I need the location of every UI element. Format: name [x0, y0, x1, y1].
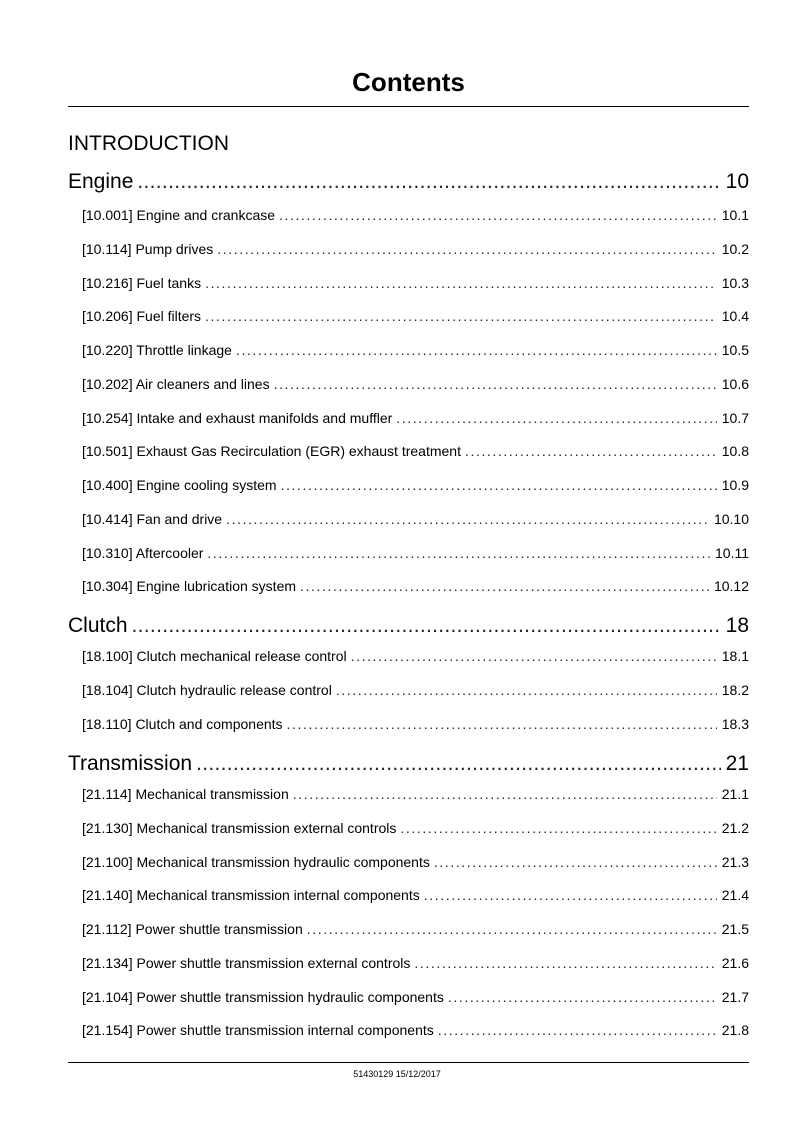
- dot-leader: [226, 511, 709, 527]
- toc-entry[interactable]: [82, 820, 749, 840]
- dot-leader: [400, 820, 716, 836]
- toc-entry-label: [21.100] Mechanical transmission hydraulic components: [82, 854, 430, 870]
- toc-section-page: 21: [725, 752, 749, 775]
- toc-entry-label: [21.112] Power shuttle transmission: [82, 921, 303, 937]
- dot-leader: [438, 1022, 717, 1038]
- footer-rule: [68, 1062, 749, 1063]
- toc-entry[interactable]: [82, 241, 749, 261]
- toc-entry[interactable]: [82, 854, 749, 874]
- toc-entry-page: 18.3: [721, 716, 749, 732]
- toc-entry-page: 21.7: [721, 989, 749, 1005]
- dot-leader: [287, 716, 717, 732]
- toc-entry-page: 10.9: [721, 477, 749, 493]
- toc-entry[interactable]: [82, 786, 749, 806]
- toc-entry[interactable]: [82, 682, 749, 702]
- dot-leader: [336, 682, 717, 698]
- dot-leader: [217, 241, 716, 257]
- toc-entry-page: 10.4: [721, 308, 749, 324]
- dot-leader: [279, 207, 717, 223]
- toc-entry-label: [21.134] Power shuttle transmission external controls: [82, 955, 411, 971]
- toc-entry[interactable]: [82, 545, 749, 565]
- dot-leader: [205, 308, 717, 324]
- toc-section-engine[interactable]: [68, 170, 749, 198]
- toc-entry-page: 10.8: [721, 443, 749, 459]
- toc-entry-label: [10.501] Exhaust Gas Recirculation (EGR) exhaust treatment: [82, 443, 461, 459]
- toc-entry[interactable]: [82, 989, 749, 1009]
- dot-leader: [281, 477, 717, 493]
- toc-entry-page: 10.3: [721, 275, 749, 291]
- footer-text: 51430129 15/12/2017: [353, 1069, 441, 1079]
- toc-entry-page: 18.1: [721, 648, 749, 664]
- toc-entry-page: 10.11: [715, 545, 749, 561]
- toc-entry[interactable]: [82, 511, 749, 531]
- dot-leader: [448, 989, 717, 1005]
- toc-entry[interactable]: [82, 1022, 749, 1042]
- dot-leader: [465, 443, 717, 459]
- toc-entry-label: [18.100] Clutch mechanical release control: [82, 648, 347, 664]
- toc-entry-page: 21.5: [721, 921, 749, 937]
- toc-entry-page: 21.6: [721, 955, 749, 971]
- toc-entry-label: [21.104] Power shuttle transmission hydraulic components: [82, 989, 444, 1005]
- toc-entry-label: [21.140] Mechanical transmission internal components: [82, 887, 420, 903]
- toc-entry-page: 10.5: [721, 342, 749, 358]
- toc-entry-label: [10.216] Fuel tanks: [82, 275, 202, 291]
- toc-entry-label: [10.400] Engine cooling system: [82, 477, 277, 493]
- toc-entry-label: [21.114] Mechanical transmission: [82, 786, 289, 802]
- dot-leader: [274, 376, 717, 392]
- dot-leader: [236, 342, 717, 358]
- toc-entry-page: 10.6: [721, 376, 749, 392]
- toc-entry-label: [21.154] Power shuttle transmission internal components: [82, 1022, 434, 1038]
- toc-entry[interactable]: [82, 275, 749, 295]
- toc-entry-page: 10.7: [721, 410, 749, 426]
- toc-section-page: 18: [725, 614, 749, 637]
- toc-entry-page: 10.12: [713, 578, 749, 594]
- toc-entry[interactable]: [82, 887, 749, 907]
- toc-section-label: Engine: [68, 170, 134, 193]
- toc-entry-label: [10.202] Air cleaners and lines: [82, 376, 270, 392]
- toc-entry[interactable]: [82, 716, 749, 736]
- toc-entry-label: [10.206] Fuel filters: [82, 308, 202, 324]
- toc-entry-label: [10.254] Intake and exhaust manifolds and muffler: [82, 410, 393, 426]
- toc-section-transmission[interactable]: [68, 752, 749, 780]
- toc-entry-page: 10.10: [713, 511, 749, 527]
- toc-entry[interactable]: [82, 443, 749, 463]
- toc-entry-label: [10.310] Aftercooler: [82, 545, 204, 561]
- toc-entry-label: [21.130] Mechanical transmission external controls: [82, 820, 397, 836]
- toc-section-label: Clutch: [68, 614, 128, 637]
- toc-entry[interactable]: [82, 648, 749, 668]
- toc-entry[interactable]: [82, 376, 749, 396]
- dot-leader: [307, 921, 717, 937]
- dot-leader: [293, 786, 717, 802]
- toc-entry-page: 10.2: [721, 241, 749, 257]
- toc-entry-label: [10.304] Engine lubrication system: [82, 578, 297, 594]
- dot-leader: [137, 170, 720, 194]
- toc-entry-label: [10.001] Engine and crankcase: [82, 207, 276, 223]
- toc-entry-label: [18.110] Clutch and components: [82, 716, 283, 732]
- toc-entry-label: [10.114] Pump drives: [82, 241, 214, 257]
- toc-entry-label: [10.414] Fan and drive: [82, 511, 223, 527]
- toc-entry-page: 21.3: [721, 854, 749, 870]
- dot-leader: [434, 854, 717, 870]
- toc-entry-label: [18.104] Clutch hydraulic release control: [82, 682, 332, 698]
- toc-entry[interactable]: [82, 410, 749, 430]
- toc-entry-page: 21.2: [721, 820, 749, 836]
- toc-entry-page: 18.2: [721, 682, 749, 698]
- title-rule: [68, 106, 749, 107]
- toc-entry[interactable]: [82, 477, 749, 497]
- dot-leader: [351, 648, 717, 664]
- toc-section-page: 10: [725, 170, 749, 193]
- part-title: INTRODUCTION: [68, 132, 229, 155]
- toc-entry-label: [10.220] Throttle linkage: [82, 342, 232, 358]
- toc-section-clutch[interactable]: [68, 614, 749, 642]
- toc-entry[interactable]: [82, 342, 749, 362]
- toc-entry[interactable]: [82, 308, 749, 328]
- toc-entry-page: 21.8: [721, 1022, 749, 1038]
- dot-leader: [396, 410, 716, 426]
- dot-leader: [300, 578, 709, 594]
- toc-entry-page: 10.1: [721, 207, 749, 223]
- toc-entry[interactable]: [82, 578, 749, 598]
- toc-entry[interactable]: [82, 207, 749, 227]
- dot-leader: [205, 275, 717, 291]
- page-title: Contents: [352, 67, 465, 97]
- toc-section-label: Transmission: [68, 752, 193, 775]
- dot-leader: [414, 955, 716, 971]
- toc-entry-page: 21.1: [721, 786, 749, 802]
- dot-leader: [196, 752, 721, 776]
- toc-entry[interactable]: [82, 955, 749, 975]
- dot-leader: [424, 887, 717, 903]
- toc-entry-page: 21.4: [721, 887, 749, 903]
- dot-leader: [132, 614, 721, 638]
- dot-leader: [207, 545, 710, 561]
- toc-entry[interactable]: [82, 921, 749, 941]
